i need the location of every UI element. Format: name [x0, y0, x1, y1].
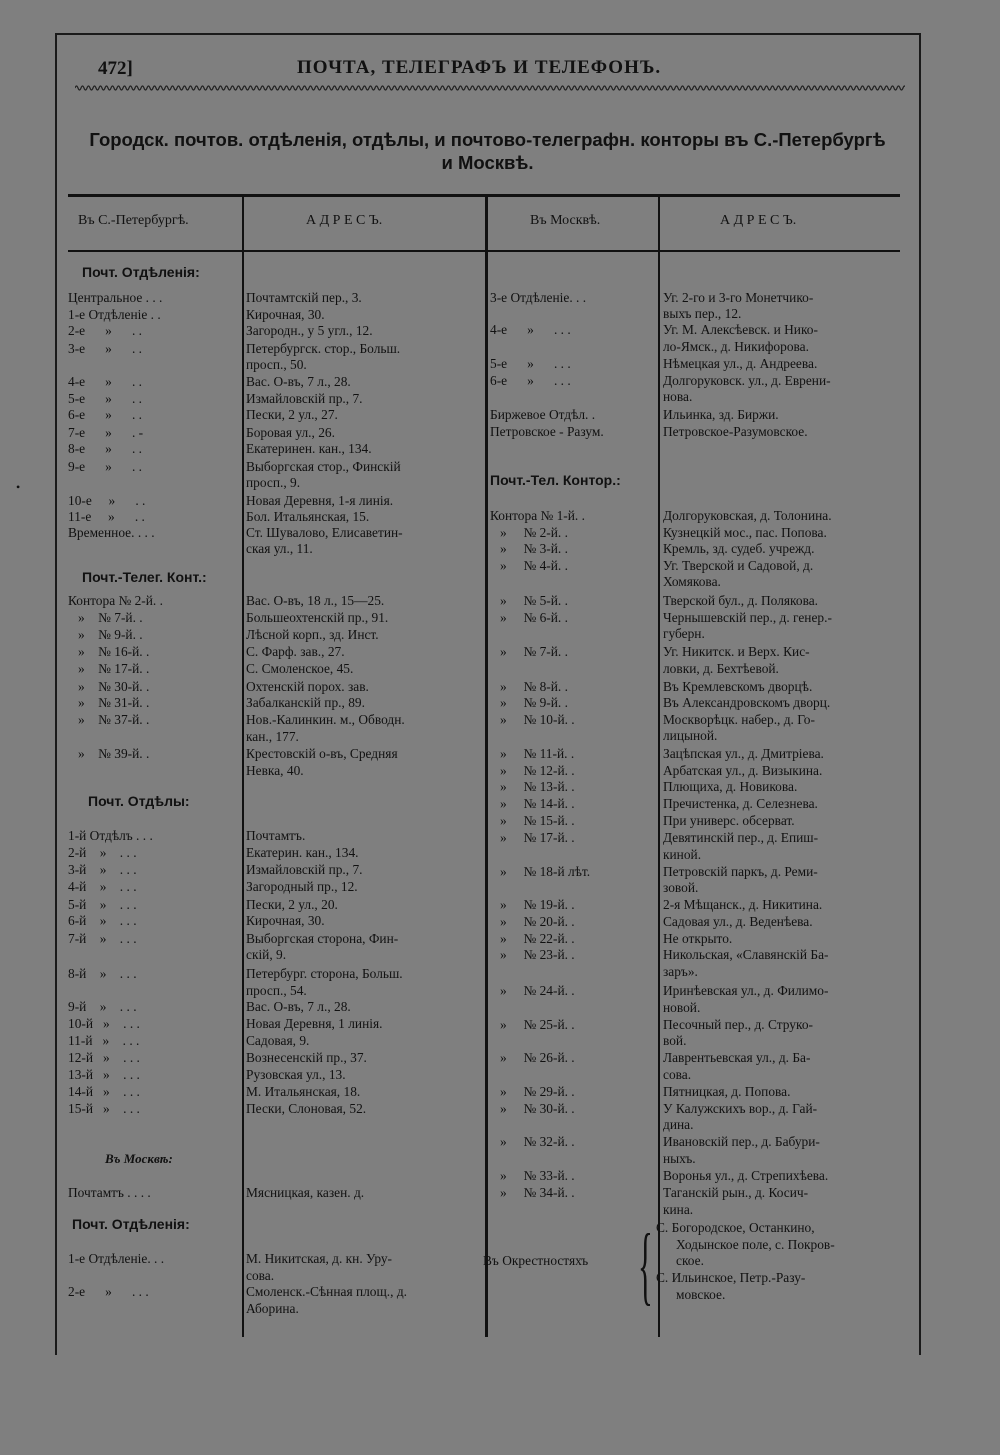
office-address: Не открыто. [663, 931, 733, 946]
office-name: » № 11-й. . [490, 746, 575, 761]
office-address: Загородный пр., 12. [246, 879, 358, 894]
office-name: » № 10-й. . [490, 712, 575, 727]
office-address: Бол. Итальянская, 15. [246, 509, 370, 524]
office-address: губерн. [663, 626, 705, 641]
office-name: 4-й » . . . [68, 879, 137, 894]
office-name: 1-е Отдѣленіе . . [68, 307, 161, 322]
office-name: » № 23-й. . [490, 947, 575, 962]
office-name: » № 8-й. . [490, 679, 568, 694]
office-name: Временное. . . . [68, 525, 155, 540]
office-name: » № 9-й. . [490, 695, 568, 710]
office-address: Пески, 2 ул., 20. [246, 897, 338, 912]
office-name: » № 2-й. . [490, 525, 568, 540]
office-address: У Калужскихъ вор., д. Гай- [663, 1101, 818, 1116]
office-address: нова. [663, 389, 693, 404]
office-name: Контора № 2-й. . [68, 593, 163, 608]
office-name: » № 29-й. . [490, 1084, 575, 1099]
office-address: Екатерин. кан., 134. [246, 845, 359, 860]
office-address: Вас. О-въ, 7 л., 28. [246, 999, 351, 1014]
section-heading-italic: Въ Москвѣ: [105, 1151, 173, 1166]
office-address: Чернышевскій пер., д. генер.- [663, 610, 832, 625]
office-name: 7-й » . . . [68, 931, 137, 946]
office-address: Садовая, 9. [246, 1033, 310, 1048]
outskirts-address-line: С. Богородское, Останкино, [656, 1220, 815, 1235]
office-address: Кирочная, 30. [246, 913, 325, 928]
office-name: 3-е » . . [68, 341, 143, 356]
office-address: Выборгская сторона, Фин- [246, 931, 399, 946]
office-address: Долгоруковская, д. Толонина. [663, 508, 832, 523]
office-name: » № 18-й лѣт. [490, 864, 591, 879]
office-name: 4-е » . . [68, 374, 143, 389]
column-divider [658, 197, 660, 1337]
office-name: Контора № 1-й. . [490, 508, 585, 523]
office-address: новой. [663, 1000, 701, 1015]
office-name: 1-е Отдѣленіе. . . [68, 1251, 165, 1266]
office-address: Почтамтскій пер., 3. [246, 290, 362, 305]
office-address: Ивановскій пер., д. Бабури- [663, 1134, 820, 1149]
office-address: Лѣсной корп., зд. Инст. [246, 627, 379, 642]
office-address: М. Итальянская, 18. [246, 1084, 361, 1099]
office-name: 2-е » . . [68, 323, 143, 338]
office-name: 10-й » . . . [68, 1016, 140, 1031]
office-name: Почтамтъ . . . . [68, 1185, 151, 1200]
column-divider [242, 197, 244, 1337]
column-header-spb: Въ С.-Петербургѣ. [78, 213, 189, 228]
office-address: Вас. О-въ, 18 л., 15—25. [246, 593, 385, 608]
office-address: Пречистенка, д. Селезнева. [663, 796, 818, 811]
office-address: Девятинскій пер., д. Епиш- [663, 830, 819, 845]
section-title [65, 128, 910, 174]
office-address: Кузнецкій мос., пас. Попова. [663, 525, 827, 540]
office-name: » № 6-й. . [490, 610, 568, 625]
office-name: » № 37-й. . [68, 712, 150, 727]
outskirts-address-line: С. Ильинское, Петр.-Разу- [656, 1270, 806, 1285]
office-name: Петровское - Разум. [490, 424, 604, 439]
office-name: » № 16-й. . [68, 644, 150, 659]
outskirts-address-line: мовское. [676, 1287, 726, 1302]
column-header-moscow: Въ Москвѣ. [530, 213, 601, 228]
office-address: Иринѣевская ул., д. Филимо- [663, 983, 829, 998]
outskirts-label: Въ Окрестностяхъ [483, 1253, 589, 1268]
office-name: » № 32-й. . [490, 1134, 575, 1149]
office-address: Песочный пер., д. Струко- [663, 1017, 813, 1032]
office-name: 11-й » . . . [68, 1033, 140, 1048]
office-address: Новая Деревня, 1-я линія. [246, 493, 394, 508]
office-address: ловки, д. Бехтѣевой. [663, 661, 779, 676]
office-address: М. Никитская, д. кн. Уру- [246, 1251, 393, 1266]
office-name: 15-й » . . . [68, 1101, 140, 1116]
office-address: Большеохтенскій пр., 91. [246, 610, 389, 625]
column-divider-center [485, 197, 488, 1337]
office-address: Забалканскій пр., 89. [246, 695, 365, 710]
office-address: просп., 54. [246, 983, 307, 998]
office-name: 5-й » . . . [68, 897, 137, 912]
office-address: заръ». [663, 964, 698, 979]
office-address: Въ Кремлевскомъ дворцѣ. [663, 679, 813, 694]
office-address: Хомякова. [663, 574, 721, 589]
office-name: » № 30-й. . [490, 1101, 575, 1116]
office-address: Петровское-Разумовское. [663, 424, 808, 439]
office-name: Центральное . . . [68, 290, 163, 305]
office-address: Лаврентьевская ул., д. Ба- [663, 1050, 811, 1065]
office-address: просп., 9. [246, 475, 301, 490]
office-address: Крестовскій о-въ, Средняя [246, 746, 398, 761]
office-address: С. Смоленское, 45. [246, 661, 354, 676]
office-name: 2-й » . . . [68, 845, 137, 860]
section-heading: Почт. Отдѣленія: [72, 1216, 190, 1232]
office-name: 1-й Отдѣлъ . . . [68, 828, 153, 843]
office-address: кина. [663, 1202, 694, 1217]
office-address: Новая Деревня, 1 линія. [246, 1016, 383, 1031]
office-address: Пятницкая, д. Попова. [663, 1084, 791, 1099]
outskirts-address-line: ское. [676, 1253, 704, 1268]
office-address: Москворѣцк. набер., д. Го- [663, 712, 815, 727]
office-address: выхъ пер., 12. [663, 306, 742, 321]
office-address: Уг. М. Алексѣевск. и Нико- [663, 322, 818, 337]
office-address: Измайловскій пр., 7. [246, 862, 363, 877]
section-title-line-1: Городск. почтов. отдѣленія, отдѣлы, и почтово-телеграфн. конторы въ С.-Петербургѣ [89, 129, 886, 150]
office-name: 6-й » . . . [68, 913, 137, 928]
page-number: 472] [98, 58, 133, 79]
office-name: 5-е » . . . [490, 356, 571, 371]
office-address: Пески, Слоновая, 52. [246, 1101, 367, 1116]
office-address: сова. [663, 1067, 692, 1082]
office-name: 14-й » . . . [68, 1084, 140, 1099]
office-name: » № 30-й. . [68, 679, 150, 694]
office-name: » № 24-й. . [490, 983, 575, 998]
office-address: Вас. О-въ, 7 л., 28. [246, 374, 351, 389]
office-address: сова. [246, 1268, 275, 1283]
office-name: 5-е » . . [68, 391, 143, 406]
office-name: 6-е » . . . [490, 373, 571, 388]
office-address: Смоленск.-Сѣнная площ., д. [246, 1284, 408, 1299]
office-address: Уг. 2-го и 3-го Монетчико- [663, 290, 814, 305]
office-name: » № 20-й. . [490, 914, 575, 929]
office-address: киной. [663, 847, 702, 862]
office-address: Петровскій паркъ, д. Реми- [663, 864, 818, 879]
office-name: » № 33-й. . [490, 1168, 575, 1183]
office-address: Петербург. сторона, Больш. [246, 966, 403, 981]
office-address: Кремль, зд. судеб. учрежд. [663, 541, 815, 556]
office-name: 11-е » . . [68, 509, 145, 524]
brace: { [638, 1217, 653, 1314]
office-address: ло-Ямск., д. Никифорова. [663, 339, 809, 354]
section-title-line-2: и Москвѣ. [441, 152, 534, 173]
office-name: 7-е » . - [68, 425, 144, 440]
office-address: Воронья ул., д. Стрепихѣева. [663, 1168, 829, 1183]
office-address: Измайловскій пр., 7. [246, 391, 363, 406]
office-address: Уг. Никитск. и Верх. Кис- [663, 644, 810, 659]
table-top-rule [68, 194, 900, 197]
office-address: Екатеринен. кан., 134. [246, 441, 372, 456]
office-address: Кирочная, 30. [246, 307, 325, 322]
office-address: Таганскій рын., д. Косич- [663, 1185, 809, 1200]
office-address: Вознесенскій пр., 37. [246, 1050, 367, 1065]
office-name: » № 5-й. . [490, 593, 568, 608]
office-name: 12-й » . . . [68, 1050, 140, 1065]
office-address: Ильинка, зд. Биржи. [663, 407, 779, 422]
office-address: Долгоруковск. ул., д. Еврени- [663, 373, 831, 388]
office-address: Въ Александровскомъ дворц. [663, 695, 831, 710]
office-name: » № 17-й. . [490, 830, 575, 845]
wavy-rule [75, 84, 905, 92]
office-name: » № 34-й. . [490, 1185, 575, 1200]
office-name: » № 25-й. . [490, 1017, 575, 1032]
office-address: Уг. Тверской и Садовой, д. [663, 558, 814, 573]
office-name: 3-е Отдѣленіе. . . [490, 290, 587, 305]
header-bottom-rule [68, 250, 900, 252]
office-name: 2-е » . . . [68, 1284, 149, 1299]
office-address: Боровая ул., 26. [246, 425, 335, 440]
office-name: 8-е » . . [68, 441, 143, 456]
office-name: » № 14-й. . [490, 796, 575, 811]
office-address: Выборгская стор., Финскій [246, 459, 401, 474]
office-address: скій, 9. [246, 947, 287, 962]
office-name: » № 22-й. . [490, 931, 575, 946]
office-address: Никольская, «Славянскій Ба- [663, 947, 829, 962]
office-name: » № 9-й. . [68, 627, 143, 642]
office-name: 13-й » . . . [68, 1067, 140, 1082]
office-address: дина. [663, 1117, 694, 1132]
office-name: 3-й » . . . [68, 862, 137, 877]
section-heading: Почт. Отдѣленія: [82, 264, 200, 280]
office-address: Невка, 40. [246, 763, 304, 778]
office-address: Мясницкая, казен. д. [246, 1185, 365, 1200]
margin-mark: • [16, 480, 21, 494]
office-address: Петербургск. стор., Больш. [246, 341, 401, 356]
office-address: ныхъ. [663, 1151, 696, 1166]
office-name: » № 26-й. . [490, 1050, 575, 1065]
office-address: вой. [663, 1033, 687, 1048]
office-name: » № 39-й. . [68, 746, 150, 761]
office-name: 4-е » . . . [490, 322, 571, 337]
office-name: 9-е » . . [68, 459, 143, 474]
office-name: » № 31-й. . [68, 695, 150, 710]
office-address: Нов.-Калинкин. м., Обводн. [246, 712, 405, 727]
office-address: Плющиха, д. Новикова. [663, 779, 798, 794]
office-address: Арбатская ул., д. Визыкина. [663, 763, 823, 778]
office-name: Биржевое Отдѣл. . [490, 407, 596, 422]
office-name: 10-е » . . [68, 493, 146, 508]
office-address: Ст. Шувалово, Елисаветин- [246, 525, 403, 540]
office-name: » № 12-й. . [490, 763, 575, 778]
page-header-title: ПОЧТА, ТЕЛЕГРАФЪ И ТЕЛЕФОНЪ. [297, 57, 662, 78]
office-address: 2-я Мѣщанск., д. Никитина. [663, 897, 823, 912]
office-name: » № 7-й. . [68, 610, 143, 625]
office-address: Пески, 2 ул., 27. [246, 407, 338, 422]
office-name: 9-й » . . . [68, 999, 137, 1014]
office-name: 6-е » . . [68, 407, 143, 422]
office-address: лицыной. [663, 728, 718, 743]
office-address: просп., 50. [246, 357, 307, 372]
office-address: С. Фарф. зав., 27. [246, 644, 345, 659]
office-address: При универс. обсерват. [663, 813, 795, 828]
office-name: » № 4-й. . [490, 558, 568, 573]
office-address: Аборина. [246, 1301, 299, 1316]
section-heading: Почт. Отдѣлы: [88, 793, 190, 809]
office-address: Нѣмецкая ул., д. Андреева. [663, 356, 818, 371]
office-address: Тверской бул., д. Полякова. [663, 593, 819, 608]
office-address: зовой. [663, 880, 699, 895]
office-address: кан., 177. [246, 729, 299, 744]
column-header-moscow-address: А Д Р Е С Ъ. [720, 213, 797, 228]
office-name: » № 7-й. . [490, 644, 568, 659]
office-name: 8-й » . . . [68, 966, 137, 981]
office-name: » № 19-й. . [490, 897, 575, 912]
office-name: » № 15-й. . [490, 813, 575, 828]
office-address: Почтамтъ. [246, 828, 306, 843]
office-name: » № 3-й. . [490, 541, 568, 556]
office-address: ская ул., 11. [246, 541, 313, 556]
office-address: Садовая ул., д. Веденѣева. [663, 914, 813, 929]
office-address: Зацѣпская ул., д. Дмитріева. [663, 746, 824, 761]
outskirts-address-line: Ходынское поле, с. Покров- [676, 1237, 835, 1252]
section-heading: Почт.-Тел. Контор.: [490, 472, 621, 488]
office-name: » № 13-й. . [490, 779, 575, 794]
section-heading: Почт.-Телег. Конт.: [82, 569, 207, 585]
column-header-spb-address: А Д Р Е С Ъ. [306, 213, 383, 228]
office-address: Загородн., у 5 угл., 12. [246, 323, 373, 338]
office-address: Рузовская ул., 13. [246, 1067, 346, 1082]
office-address: Охтенскій порох. зав. [246, 679, 369, 694]
office-name: » № 17-й. . [68, 661, 150, 676]
